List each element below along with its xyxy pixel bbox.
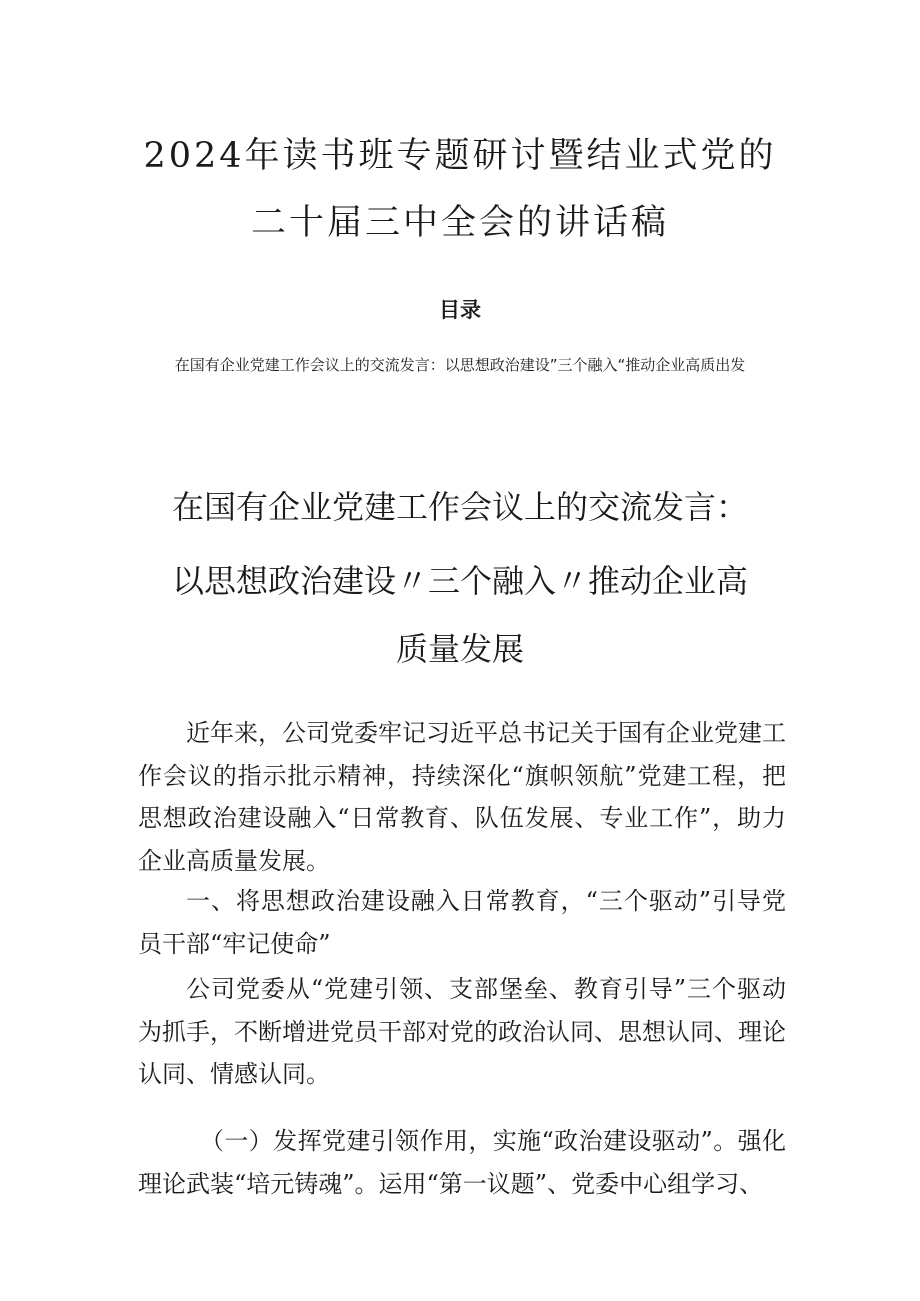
- paragraph-subsection-one: （一）发挥党建引领作用，实施“政治建设驱动”。强化理论武装“培元铸魂”。运用“第一议题”、党委中心组学习、: [138, 1127, 786, 1198]
- document-title-line-2: 二十届三中全会的讲话稿: [250, 203, 669, 243]
- speech-title-line-1: 在国有企业党建工作会议上的交流发言：: [171, 488, 748, 526]
- paragraph-intro: 近年来，公司党委牢记习近平总书记关于国有企业党建工作会议的指示批示精神，持续深化“旗帜领航”党建工程，把思想政治建设融入“日常教育、队伍发展、专业工作”，助力企业高质量发展。: [138, 719, 786, 875]
- speech-title-line-3: 质量发展: [395, 630, 524, 668]
- toc-heading: 目录: [439, 298, 481, 322]
- toc-item-exchange-speech[interactable]: 在国有企业党建工作会议上的交流发言：以思想政治建设”三个融入“推动企业高质出发: [174, 356, 746, 374]
- document-title-line-1: 2024年读书班专题研讨暨结业式党的: [143, 136, 777, 176]
- speech-title-line-2: 以思想政治建设〃三个融入〃推动企业高: [171, 562, 748, 600]
- section-heading-one: 一、将思想政治建设融入日常教育，“三个驱动”引导党员干部“牢记使命”: [138, 887, 786, 958]
- paragraph-three-drivers: 公司党委从“党建引领、支部堡垒、教育引导”三个驱动为抓手，不断增进党员干部对党的政治认同、思想认同、理论认同、情感认同。: [138, 975, 786, 1088]
